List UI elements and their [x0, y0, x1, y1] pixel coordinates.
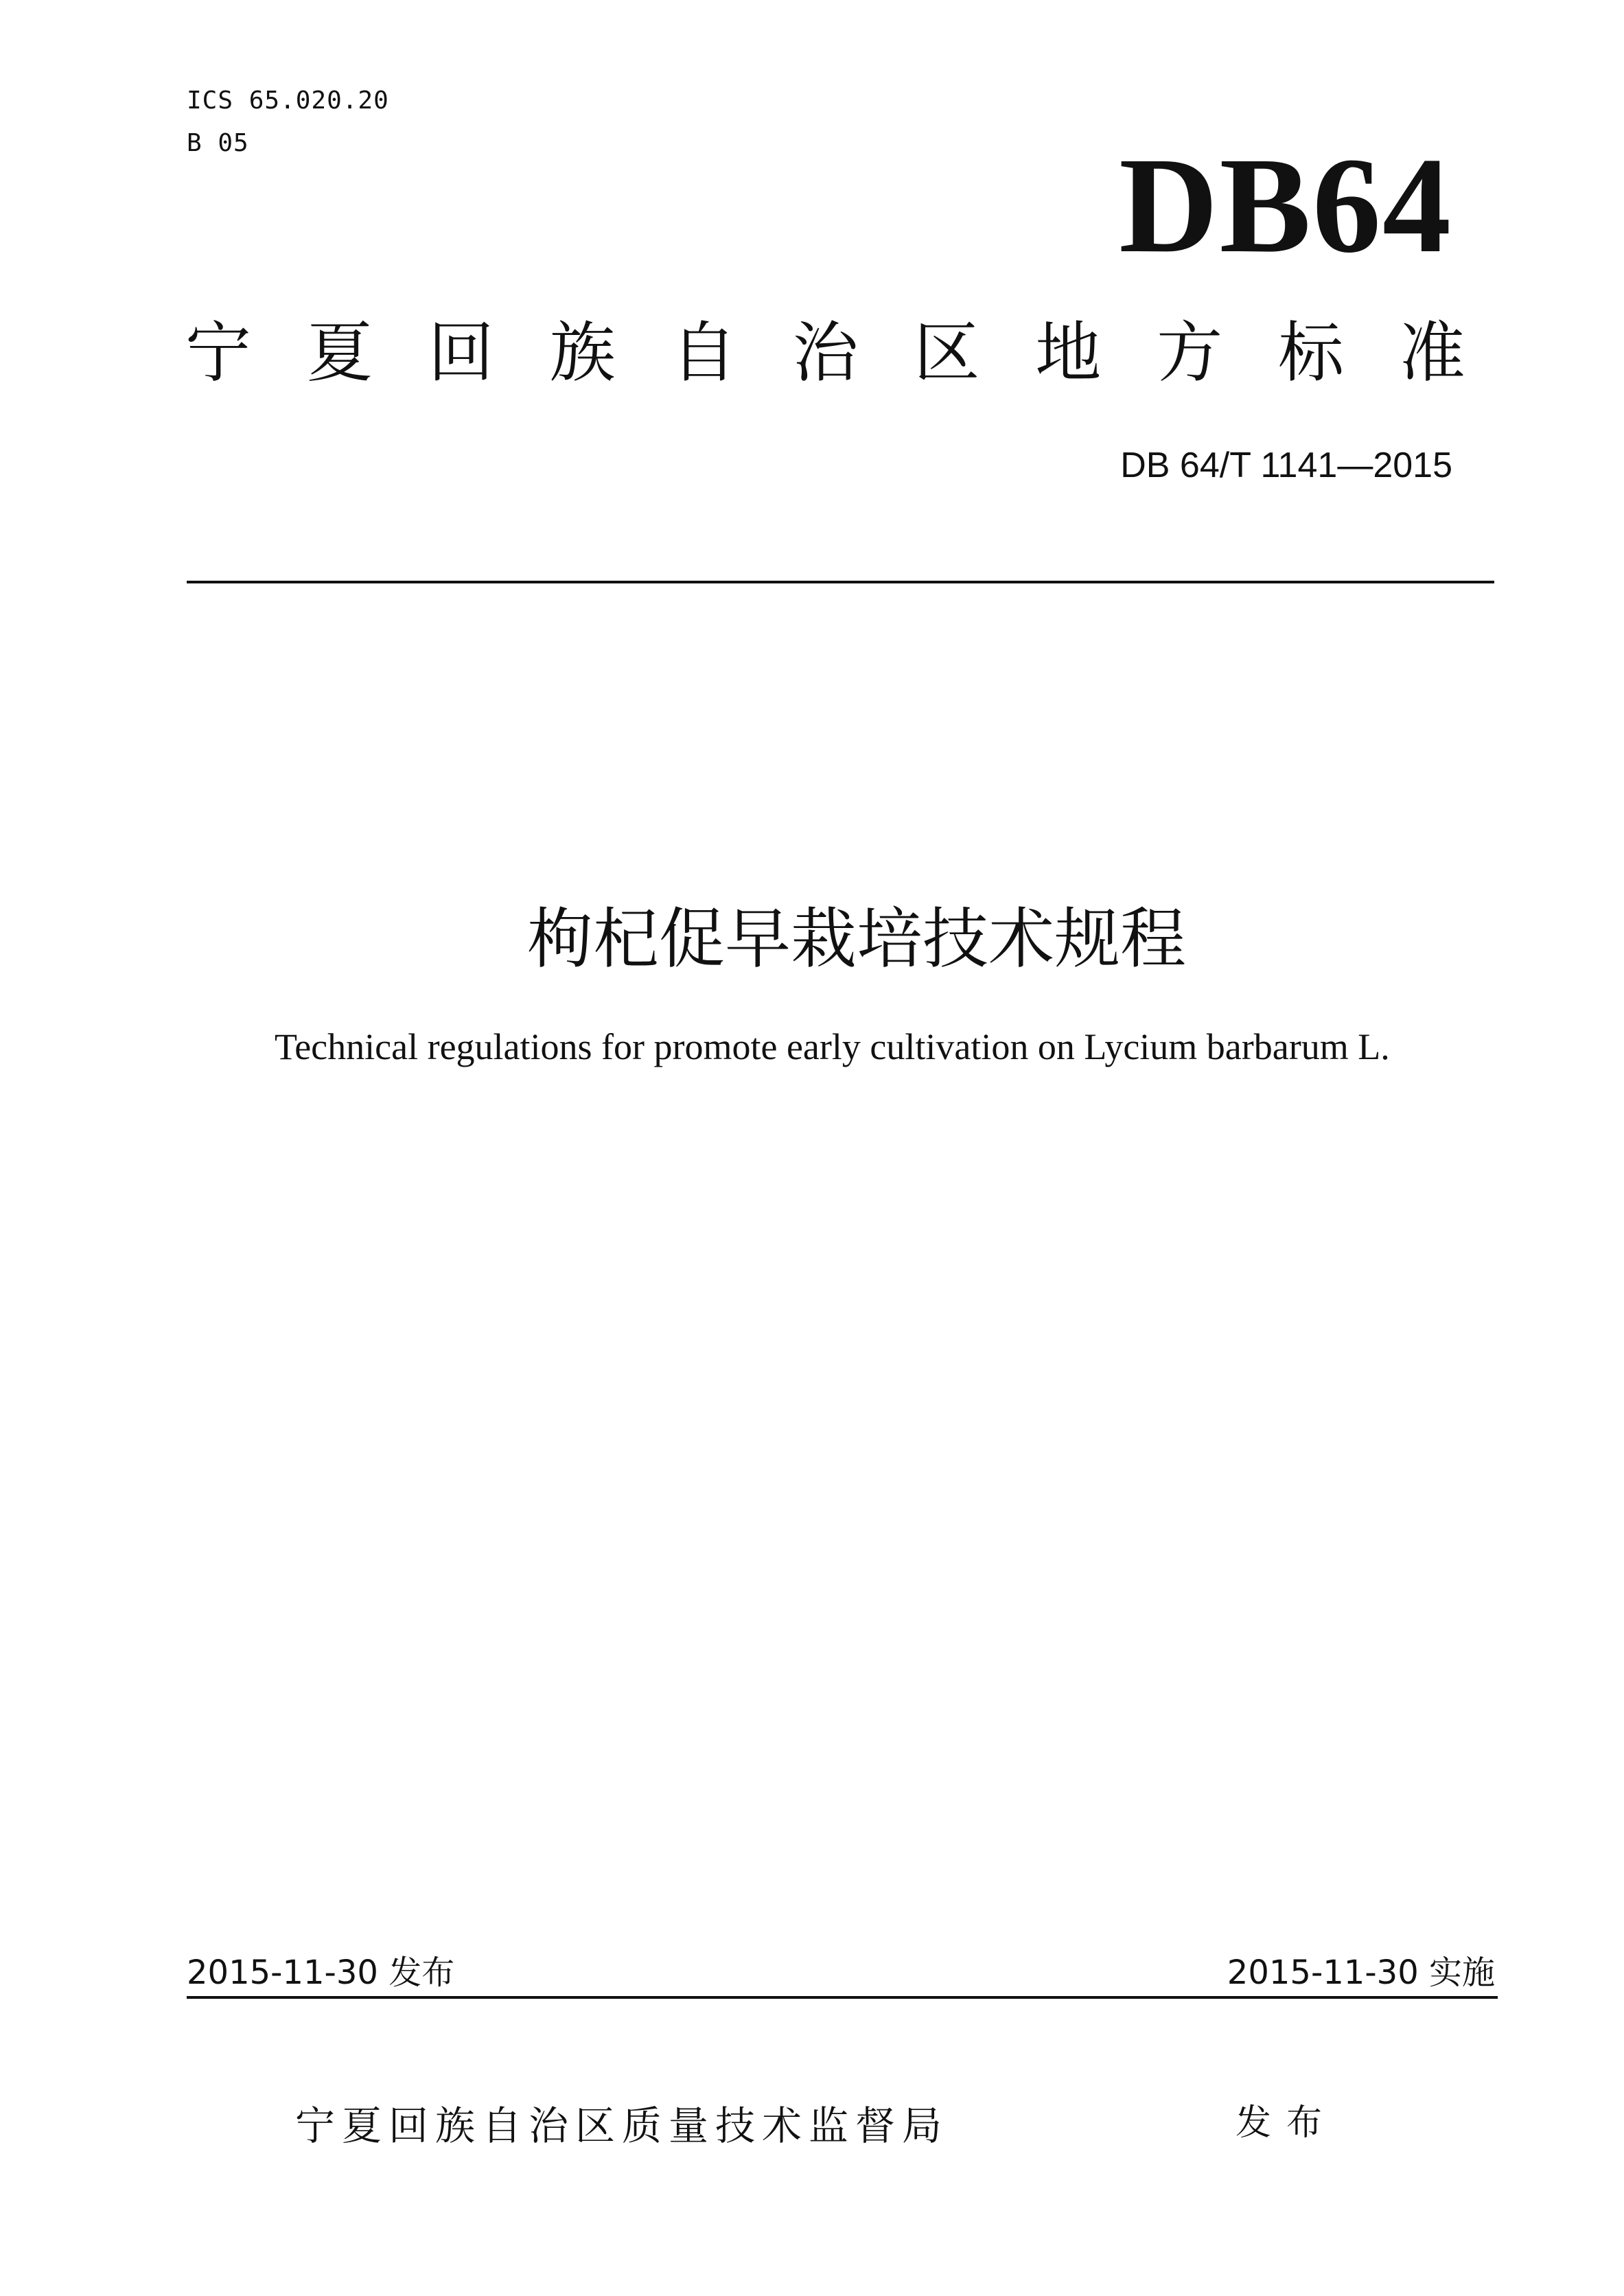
publisher-name: 宁夏回族自治区质量技术监督局	[295, 2102, 949, 2149]
standard-type-char: 标	[1278, 314, 1345, 391]
standard-type-char: 回	[428, 314, 494, 391]
header-divider	[187, 581, 1494, 583]
standard-type-char: 夏	[306, 314, 373, 391]
standard-type-char: 准	[1399, 314, 1465, 391]
standard-type-heading	[185, 314, 1465, 391]
ccs-code: B 05	[187, 129, 249, 157]
standard-type-char: 方	[1157, 314, 1223, 391]
standard-type-char: 区	[914, 314, 980, 391]
standard-type-char: 自	[671, 314, 737, 391]
standard-type-char: 地	[1035, 314, 1102, 391]
standard-number: DB 64/T 1141—2015	[1120, 445, 1452, 485]
standard-type-char: 族	[549, 314, 616, 391]
document-title-english: Technical regulations for promote early cultivation on Lycium barbarum L.	[275, 1026, 1390, 1067]
implementation-date: 2015-11-30 实施	[1227, 1953, 1495, 1992]
standard-logo: DB64	[1119, 130, 1452, 281]
issue-date: 2015-11-30 发布	[187, 1953, 455, 1992]
ics-code: ICS 65.020.20	[187, 86, 389, 115]
publish-label: 发布	[1236, 2102, 1338, 2144]
standard-type-char: 宁	[185, 314, 251, 391]
footer-divider	[187, 1996, 1498, 1999]
standard-type-char: 治	[792, 314, 859, 391]
document-title-chinese: 枸杞促早栽培技术规程	[527, 901, 1186, 977]
